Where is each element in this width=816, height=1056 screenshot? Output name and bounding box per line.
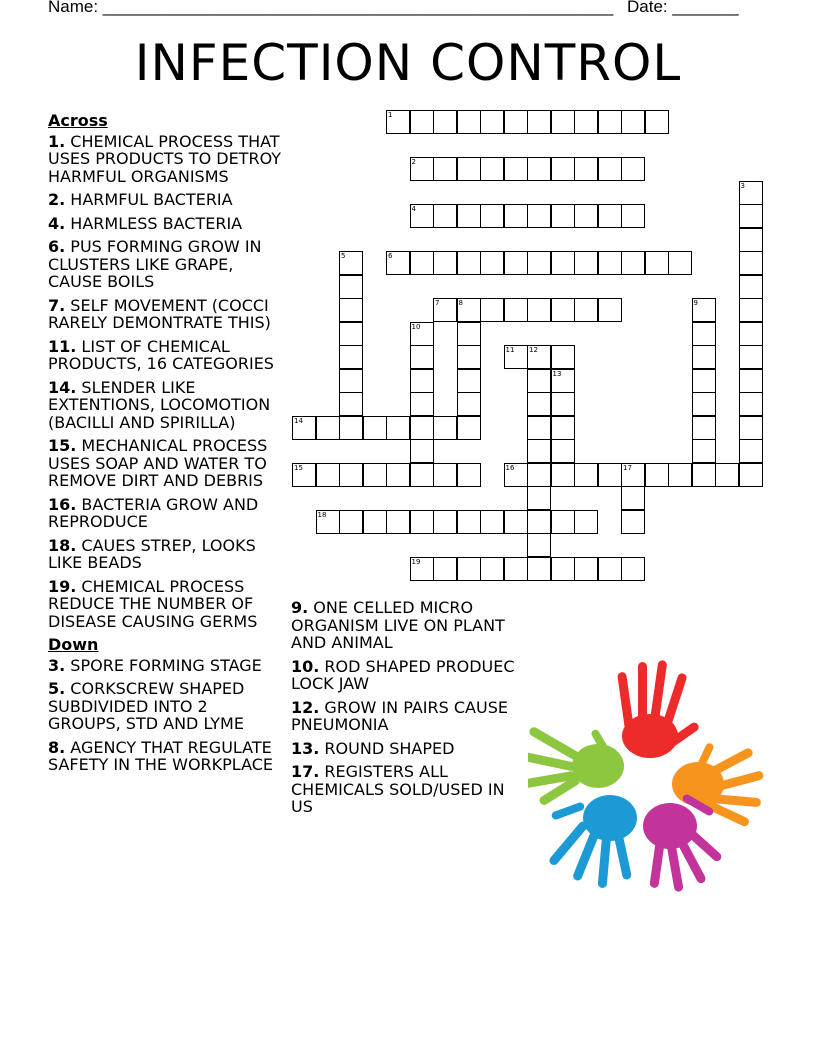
grid-cell[interactable] bbox=[668, 463, 692, 487]
clue-item bbox=[48, 680, 284, 733]
clue-number: 15. bbox=[48, 436, 77, 455]
clue-item bbox=[48, 133, 284, 186]
clue-text: HARMLESS BACTERIA bbox=[65, 213, 243, 233]
grid-cell[interactable] bbox=[551, 251, 575, 275]
grid-cell[interactable] bbox=[574, 557, 598, 581]
clue-number: 9. bbox=[291, 598, 309, 617]
grid-cell[interactable] bbox=[645, 110, 669, 134]
grid-cell[interactable] bbox=[433, 557, 457, 581]
grid-cell[interactable] bbox=[551, 345, 575, 369]
grid-cell[interactable] bbox=[527, 486, 551, 510]
clue-text: AGENCY THAT REGULATE SAFETY IN THE WORKPLACE bbox=[48, 737, 274, 774]
grid-cell[interactable] bbox=[292, 416, 316, 440]
clue-item bbox=[48, 297, 284, 332]
clue-number: 1. bbox=[48, 131, 66, 151]
across-clue-list bbox=[48, 133, 284, 631]
clue-item bbox=[291, 599, 521, 652]
grid-cell[interactable] bbox=[527, 510, 551, 534]
clue-number: 11. bbox=[48, 336, 77, 356]
grid-cell[interactable] bbox=[480, 204, 504, 228]
grid-cell[interactable] bbox=[739, 322, 763, 346]
grid-cell[interactable] bbox=[739, 275, 763, 299]
cell-number: 11 bbox=[505, 346, 515, 354]
grid-cell[interactable] bbox=[433, 298, 457, 322]
grid-cell[interactable] bbox=[410, 110, 434, 134]
grid-cell[interactable] bbox=[574, 463, 598, 487]
clue-text: ROD SHAPED PRODUEC LOCK JAW bbox=[291, 656, 515, 693]
grid-cell[interactable] bbox=[457, 322, 481, 346]
grid-cell[interactable] bbox=[410, 392, 434, 416]
grid-cell[interactable] bbox=[551, 157, 575, 181]
grid-cell[interactable] bbox=[457, 345, 481, 369]
clue-text: ONE CELLED MICRO ORGANISM LIVE ON PLANT AND ANIMAL bbox=[291, 598, 505, 652]
grid-cell[interactable] bbox=[527, 439, 551, 463]
grid-cell[interactable] bbox=[410, 439, 434, 463]
grid-cell[interactable] bbox=[621, 204, 645, 228]
clue-number: 14. bbox=[48, 377, 77, 397]
grid-cell[interactable] bbox=[457, 204, 481, 228]
cell-number: 10 bbox=[411, 322, 421, 331]
across-heading: Across bbox=[48, 111, 108, 130]
grid-cell[interactable] bbox=[598, 110, 622, 134]
cell-number: 18 bbox=[317, 510, 327, 519]
clue-number: 19. bbox=[48, 576, 77, 596]
grid-cell[interactable] bbox=[551, 416, 575, 440]
date-field[interactable]: Date: _______ bbox=[627, 0, 739, 16]
grid-cell[interactable] bbox=[457, 392, 481, 416]
grid-cell[interactable] bbox=[527, 416, 551, 440]
grid-cell[interactable] bbox=[386, 416, 410, 440]
clue-number: 13. bbox=[291, 738, 320, 758]
grid-cell[interactable] bbox=[386, 510, 410, 534]
clue-text: PUS FORMING GROW IN CLUSTERS LIKE GRAPE, CAUSE BOILS bbox=[48, 237, 262, 291]
cell-number: 3 bbox=[740, 181, 745, 190]
grid-cell[interactable] bbox=[739, 439, 763, 463]
grid-cell[interactable] bbox=[574, 510, 598, 534]
grid-cell[interactable] bbox=[457, 557, 481, 581]
clue-text: HARMFUL BACTERIA bbox=[65, 190, 233, 209]
grid-cell[interactable] bbox=[410, 463, 434, 487]
grid-cell[interactable] bbox=[457, 251, 481, 275]
cell-number: 19 bbox=[411, 557, 421, 566]
grid-cell[interactable] bbox=[621, 157, 645, 181]
grid-cell[interactable] bbox=[410, 557, 434, 581]
cell-number: 4 bbox=[411, 205, 416, 213]
clue-text: SELF MOVEMENT (COCCI RARELY DEMONTRATE THIS) bbox=[48, 295, 271, 332]
grid-cell[interactable] bbox=[574, 298, 598, 322]
grid-cell[interactable] bbox=[739, 463, 763, 487]
grid-cell[interactable] bbox=[480, 510, 504, 534]
grid-cell[interactable] bbox=[715, 463, 739, 487]
grid-cell[interactable] bbox=[339, 345, 363, 369]
clue-item bbox=[48, 657, 284, 675]
grid-cell[interactable] bbox=[457, 369, 481, 393]
grid-cell[interactable] bbox=[457, 157, 481, 181]
cell-number: 13 bbox=[552, 369, 562, 378]
grid-cell[interactable] bbox=[574, 251, 598, 275]
clue-item bbox=[291, 763, 521, 816]
grid-cell[interactable] bbox=[410, 369, 434, 393]
clue-item bbox=[48, 496, 284, 531]
grid-cell[interactable] bbox=[527, 298, 551, 322]
clue-number: 16. bbox=[48, 494, 77, 514]
clue-item bbox=[291, 658, 521, 693]
clue-number: 2. bbox=[48, 190, 66, 209]
grid-cell[interactable] bbox=[339, 392, 363, 416]
grid-cell[interactable] bbox=[363, 463, 387, 487]
cell-number: 7 bbox=[435, 299, 440, 307]
clue-item bbox=[291, 740, 521, 758]
grid-cell[interactable] bbox=[480, 557, 504, 581]
clue-number: 3. bbox=[48, 655, 66, 675]
cell-number: 16 bbox=[505, 463, 515, 472]
grid-cell[interactable] bbox=[433, 416, 457, 440]
blue-hand bbox=[548, 795, 637, 888]
grid-cell[interactable] bbox=[692, 369, 716, 393]
clue-text: GROW IN PAIRS CAUSE PNEUMONIA bbox=[291, 697, 508, 734]
grid-cell[interactable] bbox=[386, 463, 410, 487]
grid-cell[interactable] bbox=[621, 251, 645, 275]
grid-cell[interactable] bbox=[551, 110, 575, 134]
clue-item bbox=[48, 537, 284, 572]
grid-cell[interactable] bbox=[457, 298, 481, 322]
grid-cell[interactable] bbox=[527, 251, 551, 275]
grid-cell[interactable] bbox=[457, 110, 481, 134]
grid-cell[interactable] bbox=[739, 345, 763, 369]
clue-text: CHEMICAL PROCESS THAT USES PRODUCTS TO DETROY HARMFUL ORGANISMS bbox=[48, 131, 282, 186]
clue-number: 7. bbox=[48, 295, 66, 315]
grid-cell[interactable] bbox=[433, 110, 457, 134]
clue-item bbox=[48, 191, 284, 209]
grid-cell[interactable] bbox=[598, 157, 622, 181]
grid-cell[interactable] bbox=[410, 510, 434, 534]
grid-cell[interactable] bbox=[339, 369, 363, 393]
grid-cell[interactable] bbox=[410, 416, 434, 440]
clue-number: 6. bbox=[48, 237, 66, 256]
clue-item bbox=[48, 379, 284, 432]
grid-cell[interactable] bbox=[339, 463, 363, 487]
clue-text: BACTERIA GROW AND REPRODUCE bbox=[48, 494, 259, 531]
grid-cell[interactable] bbox=[339, 322, 363, 346]
grid-cell[interactable] bbox=[621, 486, 645, 510]
grid-cell[interactable] bbox=[551, 463, 575, 487]
grid-cell[interactable] bbox=[598, 463, 622, 487]
grid-cell[interactable] bbox=[316, 463, 340, 487]
cell-number: 6 bbox=[388, 252, 393, 260]
grid-cell[interactable] bbox=[316, 510, 340, 534]
grid-cell[interactable] bbox=[316, 416, 340, 440]
grid-cell[interactable] bbox=[433, 157, 457, 181]
grid-cell[interactable] bbox=[551, 298, 575, 322]
grid-cell[interactable] bbox=[480, 157, 504, 181]
grid-cell[interactable] bbox=[527, 533, 551, 557]
clue-number: 4. bbox=[48, 213, 66, 233]
clue-number: 5. bbox=[48, 679, 66, 698]
grid-cell[interactable] bbox=[339, 416, 363, 440]
grid-cell[interactable] bbox=[480, 110, 504, 134]
clue-item bbox=[48, 437, 284, 490]
colorful-hands-icon bbox=[528, 656, 782, 896]
clue-number: 12. bbox=[291, 697, 320, 717]
grid-cell[interactable] bbox=[598, 204, 622, 228]
grid-cell[interactable] bbox=[527, 345, 551, 369]
clue-text: CHEMICAL PROCESS REDUCE THE NUMBER OF DISEASE CAUSING GERMS bbox=[48, 576, 258, 631]
grid-cell[interactable] bbox=[598, 298, 622, 322]
clue-text: REGISTERS ALL CHEMICALS SOLD/USED IN US bbox=[291, 762, 505, 816]
grid-cell[interactable] bbox=[504, 510, 528, 534]
grid-cell[interactable] bbox=[598, 251, 622, 275]
grid-cell[interactable] bbox=[551, 439, 575, 463]
clue-number: 17. bbox=[291, 762, 320, 781]
red-hand bbox=[617, 660, 700, 758]
grid-cell[interactable] bbox=[339, 510, 363, 534]
cell-number: 5 bbox=[341, 252, 346, 260]
clue-text: CAUES STREP, LOOKS LIKE BEADS bbox=[48, 535, 256, 572]
name-field[interactable]: Name: ______________________________________________________ bbox=[48, 0, 614, 16]
clue-column-left bbox=[48, 112, 284, 780]
grid-cell[interactable] bbox=[410, 204, 434, 228]
grid-cell[interactable] bbox=[621, 557, 645, 581]
grid-cell[interactable] bbox=[410, 157, 434, 181]
grid-cell[interactable] bbox=[692, 392, 716, 416]
grid-cell[interactable] bbox=[527, 110, 551, 134]
clue-text: ROUND SHAPED bbox=[319, 738, 455, 758]
grid-cell[interactable] bbox=[527, 204, 551, 228]
cell-number: 12 bbox=[529, 346, 538, 354]
grid-cell[interactable] bbox=[692, 345, 716, 369]
grid-cell[interactable] bbox=[551, 369, 575, 393]
grid-cell[interactable] bbox=[621, 510, 645, 534]
down-heading: Down bbox=[48, 635, 99, 654]
clue-item bbox=[48, 238, 284, 291]
grid-cell[interactable] bbox=[457, 463, 481, 487]
grid-cell[interactable] bbox=[668, 251, 692, 275]
grid-cell[interactable] bbox=[480, 298, 504, 322]
grid-cell[interactable] bbox=[410, 251, 434, 275]
grid-cell[interactable] bbox=[551, 392, 575, 416]
grid-cell[interactable] bbox=[504, 204, 528, 228]
grid-cell[interactable] bbox=[504, 463, 528, 487]
clue-text: LIST OF CHEMICAL PRODUCTS, 16 CATEGORIES bbox=[48, 336, 274, 373]
grid-cell[interactable] bbox=[457, 416, 481, 440]
grid-cell[interactable] bbox=[527, 463, 551, 487]
grid-cell[interactable] bbox=[551, 204, 575, 228]
down-clue-list bbox=[48, 657, 284, 774]
grid-cell[interactable] bbox=[480, 251, 504, 275]
clue-number: 8. bbox=[48, 737, 66, 757]
grid-cell[interactable] bbox=[504, 157, 528, 181]
grid-cell[interactable] bbox=[692, 322, 716, 346]
grid-cell[interactable] bbox=[410, 345, 434, 369]
grid-cell[interactable] bbox=[645, 251, 669, 275]
grid-cell[interactable] bbox=[504, 298, 528, 322]
grid-cell[interactable] bbox=[363, 510, 387, 534]
grid-cell[interactable] bbox=[739, 181, 763, 205]
clue-text: SLENDER LIKE EXTENTIONS, LOCOMOTION (BACILLI AND SPIRILLA) bbox=[48, 377, 271, 432]
grid-cell[interactable] bbox=[504, 557, 528, 581]
grid-cell[interactable] bbox=[339, 275, 363, 299]
grid-cell[interactable] bbox=[739, 392, 763, 416]
clue-item bbox=[48, 215, 284, 233]
grid-cell[interactable] bbox=[574, 157, 598, 181]
grid-cell[interactable] bbox=[692, 439, 716, 463]
grid-cell[interactable] bbox=[739, 204, 763, 228]
grid-cell[interactable] bbox=[457, 510, 481, 534]
grid-cell[interactable] bbox=[621, 110, 645, 134]
grid-cell[interactable] bbox=[504, 345, 528, 369]
grid-cell[interactable] bbox=[527, 557, 551, 581]
grid-cell[interactable] bbox=[504, 110, 528, 134]
clue-item bbox=[48, 739, 284, 774]
grid-cell[interactable] bbox=[433, 510, 457, 534]
clue-text: MECHANICAL PROCESS USES SOAP AND WATER TO REMOVE DIRT AND DEBRIS bbox=[48, 436, 268, 490]
grid-cell[interactable] bbox=[527, 369, 551, 393]
grid-cell[interactable] bbox=[527, 157, 551, 181]
grid-cell[interactable] bbox=[551, 557, 575, 581]
clue-number: 18. bbox=[48, 535, 77, 555]
cell-number: 1 bbox=[388, 111, 393, 119]
grid-cell[interactable] bbox=[739, 298, 763, 322]
clue-text: CORKSCREW SHAPED SUBDIVIDED INTO 2 GROUPS, STD AND LYME bbox=[48, 679, 245, 733]
grid-cell[interactable] bbox=[339, 298, 363, 322]
grid-cell[interactable] bbox=[739, 369, 763, 393]
grid-cell[interactable] bbox=[433, 463, 457, 487]
grid-cell[interactable] bbox=[504, 251, 528, 275]
cell-number: 15 bbox=[294, 463, 303, 472]
cell-number: 2 bbox=[411, 158, 416, 166]
grid-cell[interactable] bbox=[386, 110, 410, 134]
grid-cell[interactable] bbox=[410, 322, 434, 346]
grid-cell[interactable] bbox=[645, 463, 669, 487]
grid-cell[interactable] bbox=[433, 251, 457, 275]
grid-cell[interactable] bbox=[692, 298, 716, 322]
down-clue-list-continued bbox=[291, 599, 521, 816]
clue-text: SPORE FORMING STAGE bbox=[65, 655, 262, 675]
green-hand bbox=[528, 726, 624, 807]
grid-cell[interactable] bbox=[692, 416, 716, 440]
grid-cell[interactable] bbox=[739, 416, 763, 440]
cell-number: 9 bbox=[693, 299, 698, 307]
clue-item bbox=[48, 338, 284, 373]
cell-number: 17 bbox=[623, 463, 632, 472]
grid-cell[interactable] bbox=[574, 110, 598, 134]
clue-number: 10. bbox=[291, 656, 320, 676]
clue-item bbox=[291, 699, 521, 734]
grid-cell[interactable] bbox=[527, 392, 551, 416]
grid-cell[interactable] bbox=[598, 557, 622, 581]
grid-cell[interactable] bbox=[339, 251, 363, 275]
cell-number: 14 bbox=[294, 416, 303, 425]
grid-cell[interactable] bbox=[739, 228, 763, 252]
grid-cell[interactable] bbox=[363, 416, 387, 440]
clue-column-middle bbox=[291, 599, 521, 822]
cell-number: 8 bbox=[458, 299, 463, 307]
grid-cell[interactable] bbox=[621, 463, 645, 487]
grid-cell[interactable] bbox=[692, 463, 716, 487]
grid-cell[interactable] bbox=[386, 251, 410, 275]
grid-cell[interactable] bbox=[551, 510, 575, 534]
grid-cell[interactable] bbox=[574, 204, 598, 228]
grid-cell[interactable] bbox=[433, 204, 457, 228]
grid-cell[interactable] bbox=[739, 251, 763, 275]
clue-item bbox=[48, 578, 284, 631]
grid-cell[interactable] bbox=[292, 463, 316, 487]
puzzle-title: INFECTION CONTROL bbox=[134, 34, 682, 92]
